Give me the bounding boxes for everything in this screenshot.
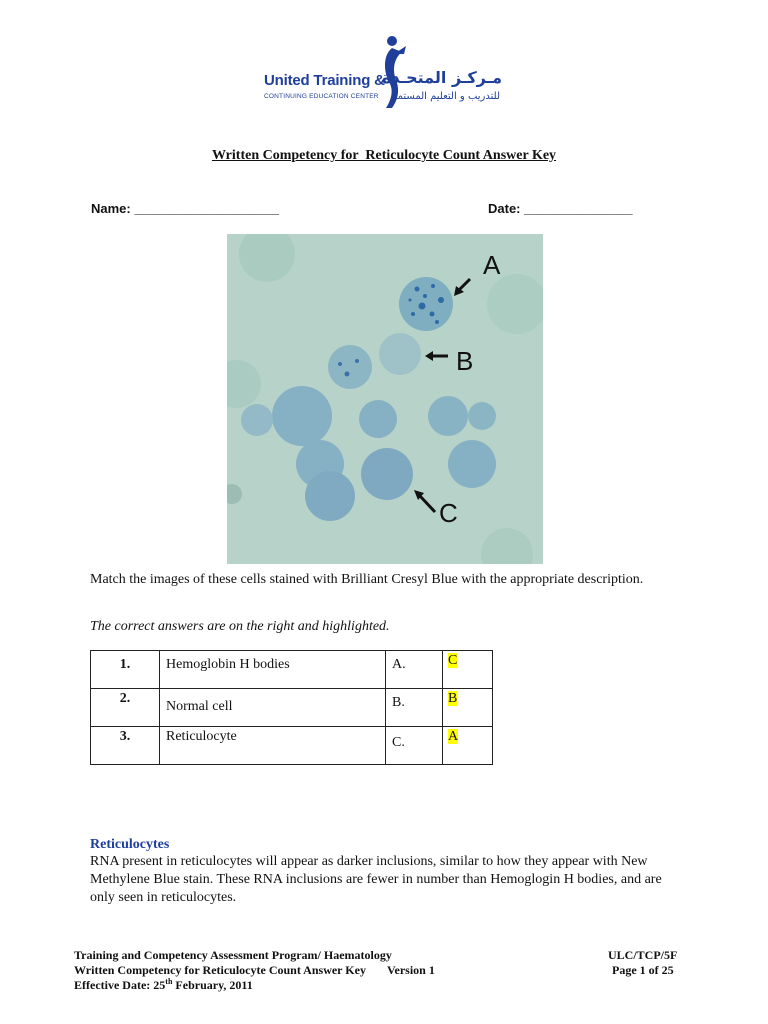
row-answer: A bbox=[448, 729, 459, 744]
instruction-text: Match the images of these cells stained with Brilliant Cresyl Blue with the appropriate description. bbox=[90, 572, 644, 587]
cell-micrograph bbox=[227, 234, 543, 564]
effective-date-sup: th bbox=[165, 977, 173, 986]
row-description: Normal cell bbox=[160, 689, 386, 727]
table-row bbox=[91, 651, 493, 689]
row-number: 3. bbox=[91, 727, 160, 765]
row-number: 2. bbox=[91, 689, 160, 727]
effective-date-prefix: Effective Date: 25 bbox=[74, 978, 166, 992]
label-c: C bbox=[439, 498, 458, 528]
row-answer-cell bbox=[443, 689, 493, 727]
footer-program: Training and Competency Assessment Program/ Haematology bbox=[74, 948, 392, 962]
date-field: Date: _______________ bbox=[488, 201, 633, 216]
row-description: Hemoglobin H bodies bbox=[160, 651, 386, 689]
footer-effective-date bbox=[74, 978, 435, 993]
row-option: A. bbox=[386, 651, 443, 689]
row-number: 1. bbox=[91, 651, 160, 689]
logo-subtitle-en: CONTINUING EDUCATION CENTER bbox=[264, 93, 379, 100]
row-answer: C bbox=[448, 653, 458, 668]
label-b: B bbox=[456, 346, 474, 376]
organization-logo bbox=[262, 34, 504, 110]
row-answer-cell bbox=[443, 727, 493, 765]
row-answer-cell bbox=[443, 651, 493, 689]
row-answer: B bbox=[448, 691, 458, 706]
answer-table bbox=[90, 650, 493, 765]
footer-doc-title: Written Competency for Reticulocyte Count Answer Key bbox=[74, 963, 366, 977]
row-option: C. bbox=[386, 727, 443, 765]
label-a: A bbox=[483, 250, 501, 280]
effective-date-suffix: February, 2011 bbox=[172, 978, 253, 992]
footer-page-number: Page 1 of 25 bbox=[612, 963, 674, 977]
logo-subtitle-ar: للتدريب و التعليم المستمر bbox=[392, 91, 500, 102]
footer-doc-code: ULC/TCP/5F bbox=[608, 948, 678, 962]
footer-left bbox=[74, 948, 435, 993]
logo-name-en: United Training & bbox=[264, 72, 385, 89]
section-heading: Reticulocytes bbox=[90, 837, 170, 852]
table-row bbox=[91, 727, 493, 765]
document-title: Written Competency for Reticulocyte Count Answer Key bbox=[211, 148, 557, 163]
footer-version: Version 1 bbox=[386, 963, 435, 977]
table-row bbox=[91, 689, 493, 727]
name-field: Name: ____________________ bbox=[91, 201, 279, 216]
row-option: B. bbox=[386, 689, 443, 727]
section-body: RNA present in reticulocytes will appear as darker inclusions, similar to how they appear with New Methylene Blue stain. These RNA inclusions are fewer in number than Hemoglogin H bodies, and are only seen in reticulocytes. bbox=[90, 854, 662, 905]
logo-name-ar: مـركـز المتحـدة bbox=[381, 68, 502, 87]
answer-note: The correct answers are on the right and highlighted. bbox=[90, 619, 390, 634]
row-description: Reticulocyte bbox=[160, 727, 386, 765]
